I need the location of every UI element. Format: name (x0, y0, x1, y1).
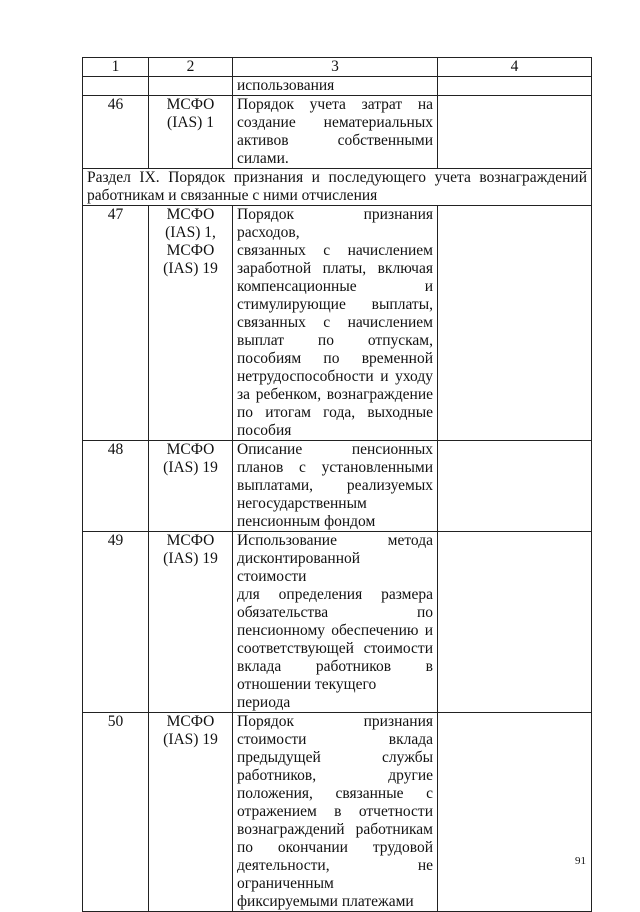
description-line: активов собственными (237, 132, 433, 149)
standard-line: МСФО (166, 206, 215, 223)
table-row (83, 96, 592, 169)
standard-line: МСФО (166, 713, 215, 730)
description-line: нетрудоспособности и уходу (237, 368, 433, 385)
standard-line: (IAS) 1, (165, 224, 216, 241)
row-number-cell: 47 (83, 206, 149, 441)
description-line: вознаграждений работникам (237, 821, 433, 838)
description-line: предыдущей службы (237, 749, 433, 766)
standard-line: МСФО (166, 532, 215, 549)
description-line: стоимости вклада (237, 731, 433, 748)
description-line: негосударственным (237, 495, 367, 512)
note-cell (438, 713, 592, 912)
continuation-note-cell (438, 77, 592, 96)
section-title (83, 169, 592, 206)
row-number-cell: 49 (83, 532, 149, 713)
description-line: дисконтированной стоимости (237, 550, 361, 585)
note-cell (438, 96, 592, 169)
description-line: отношении текущего периода (237, 676, 377, 711)
description-cell (233, 96, 438, 169)
note-cell (438, 532, 592, 713)
column-header-3: 3 (233, 58, 438, 77)
standard-line: (IAS) 19 (163, 459, 218, 476)
description-line: выплат по отпускам, (237, 332, 433, 349)
row-number-cell: 46 (83, 96, 149, 169)
description-line: обязательства по (237, 604, 433, 621)
description-line: положения, связанные с (237, 785, 433, 802)
description-cell (233, 441, 438, 532)
column-header-2: 2 (149, 58, 233, 77)
table-row (83, 532, 592, 713)
continuation-text: использования (237, 77, 335, 94)
standard-line: МСФО (166, 242, 215, 259)
row-number-cell: 48 (83, 441, 149, 532)
description-line: за ребенком, вознаграждение (237, 386, 433, 403)
continuation-num-cell (83, 77, 149, 96)
standard-line: МСФО (166, 441, 215, 458)
description-line: компенсационные и (237, 278, 433, 295)
description-line: работников, другие (237, 767, 433, 784)
description-line: пособиям по временной (237, 350, 433, 367)
description-line: вклада работников в (237, 658, 433, 675)
description-line: соответствующей стоимости (237, 640, 433, 657)
table-body (83, 58, 592, 912)
description-cell (233, 532, 438, 713)
column-header-1: 1 (83, 58, 149, 77)
standard-cell (149, 713, 233, 912)
standard-line: МСФО (166, 96, 215, 113)
standard-cell (149, 206, 233, 441)
section-title-line: работникам и связанные с ними отчисления (87, 187, 378, 204)
note-cell (438, 206, 592, 441)
page-number: 91 (575, 855, 586, 867)
description-line: фиксируемыми платежами (237, 893, 414, 910)
description-line: планов с установленными (237, 459, 433, 476)
continuation-description-cell (233, 77, 438, 96)
description-line: отражением в отчетности (237, 803, 433, 820)
description-line: стимулирующие выплаты, (237, 296, 433, 313)
description-line: заработной платы, включая (237, 260, 433, 277)
continuation-row (83, 77, 592, 96)
column-header-4: 4 (438, 58, 592, 77)
standard-cell (149, 532, 233, 713)
description-line: Порядок признания расходов, (237, 206, 433, 241)
table-row (83, 441, 592, 532)
description-line: создание нематериальных (237, 114, 433, 131)
description-line: Порядок признания (237, 713, 433, 730)
description-line: Описание пенсионных (237, 441, 433, 458)
section-header-row (83, 169, 592, 206)
standards-table (82, 57, 592, 912)
description-line: выплатами, реализуемых (237, 477, 433, 494)
description-line: пенсионным фондом (237, 513, 376, 530)
standard-line: (IAS) 1 (167, 114, 214, 131)
description-line: пенсионному обеспечению и (237, 622, 433, 639)
standard-line: (IAS) 19 (163, 731, 218, 748)
standard-line: (IAS) 19 (163, 550, 218, 567)
table-header-row (83, 58, 592, 77)
description-cell (233, 713, 438, 912)
description-line: деятельности, не (237, 857, 433, 874)
description-line: связанных с начислением (237, 242, 433, 259)
table-row (83, 206, 592, 441)
description-line: силами. (237, 150, 289, 167)
standard-cell (149, 96, 233, 169)
description-line: Порядок учета затрат на (237, 96, 433, 113)
standard-cell (149, 441, 233, 532)
standard-line: (IAS) 19 (163, 260, 218, 277)
table-row (83, 713, 592, 912)
description-line: ограниченным (237, 875, 334, 892)
description-line: пособия (237, 422, 292, 439)
note-cell (438, 441, 592, 532)
section-title-line: Раздел IX. Порядок признания и последующего учета вознаграждений (87, 169, 587, 186)
description-line: по итогам года, выходные (237, 404, 433, 421)
description-line: для определения размера (237, 586, 433, 603)
description-line: по окончании трудовой (237, 839, 433, 856)
row-number-cell: 50 (83, 713, 149, 912)
description-line: связанных с начислением (237, 314, 433, 331)
description-cell (233, 206, 438, 441)
description-line: Использование метода (237, 532, 433, 549)
continuation-standard-cell (149, 77, 233, 96)
